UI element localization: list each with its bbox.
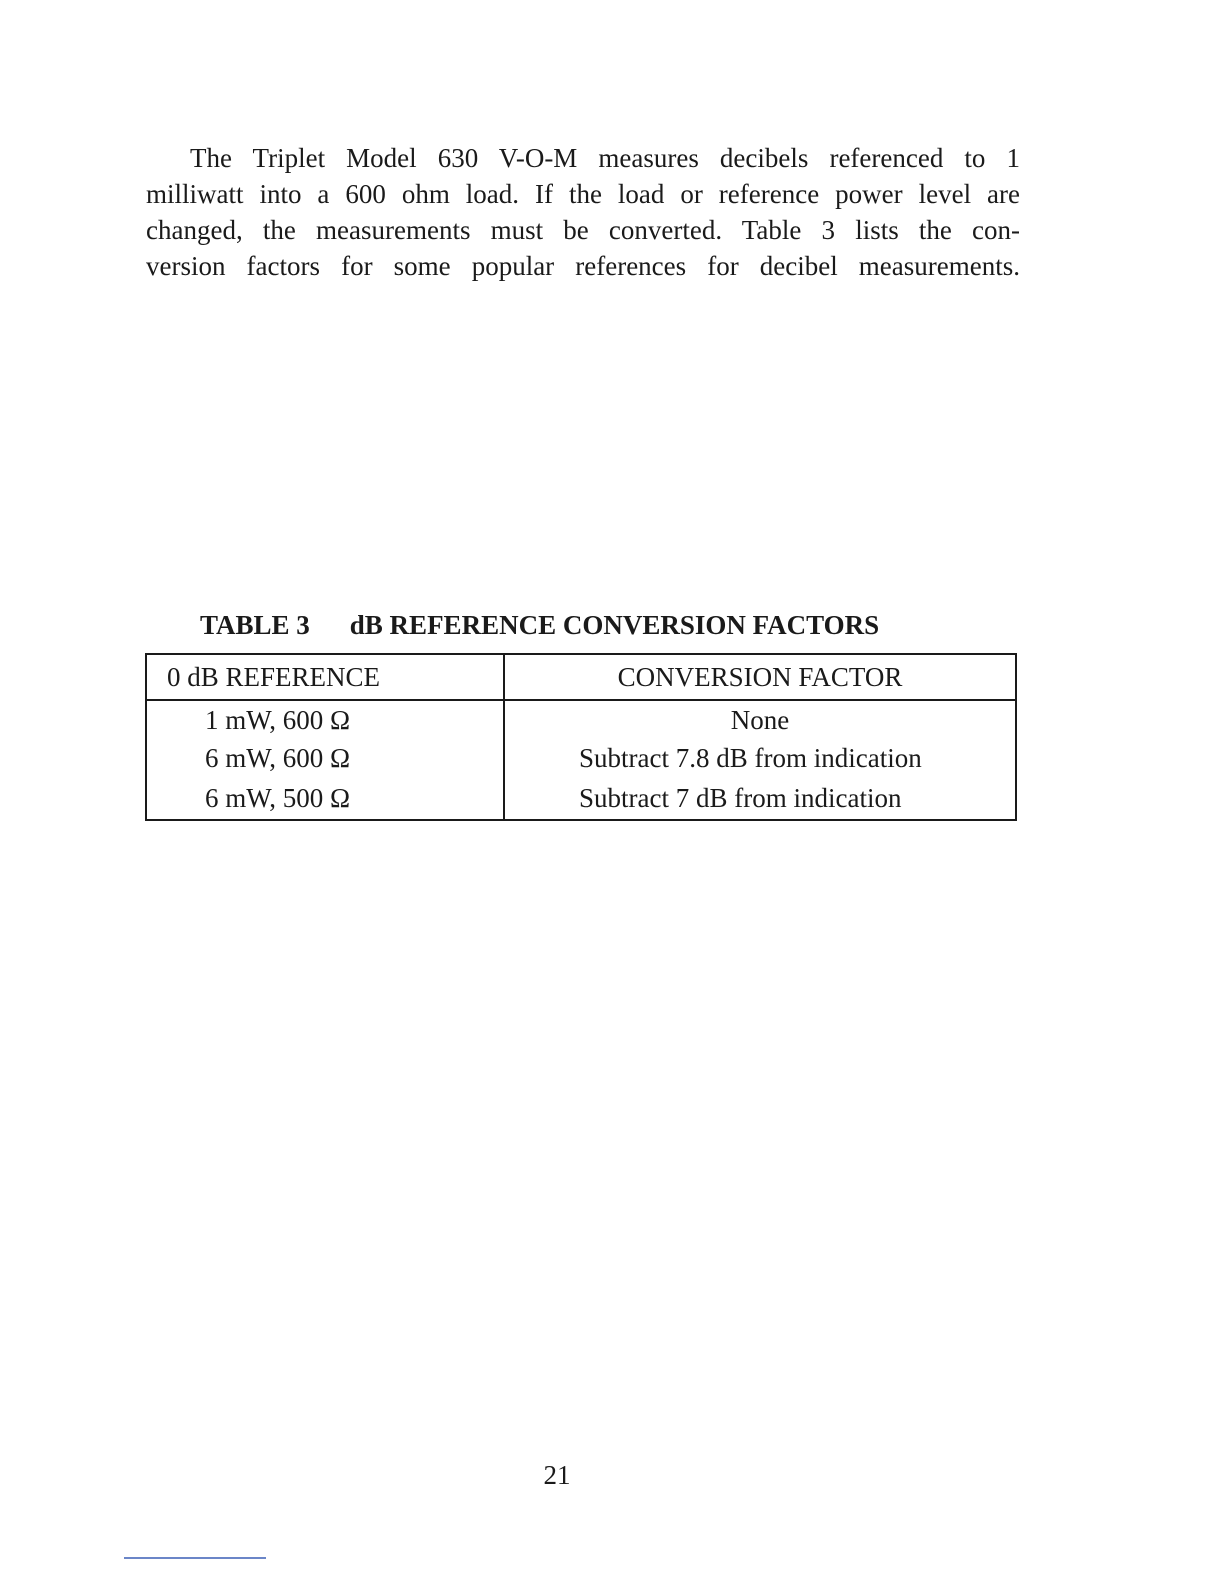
table-row xyxy=(146,739,1016,777)
page-number: 21 xyxy=(543,1460,571,1490)
paragraph-line: changed, the measurements must be converted. Table 3 lists the con- xyxy=(146,215,1020,245)
column-header-reference: 0 dB REFERENCE xyxy=(146,654,504,700)
table-row xyxy=(146,700,1016,739)
conversion-cell: Subtract 7.8 dB from indication xyxy=(504,739,1016,777)
intro-paragraph xyxy=(146,140,1020,284)
conversion-cell: None xyxy=(504,700,1016,739)
reference-cell: 1 mW, 600 Ω xyxy=(146,700,504,739)
paragraph-line: version factors for some popular references for decibel measurements. xyxy=(146,251,1020,281)
table-row xyxy=(146,777,1016,820)
table-caption xyxy=(200,610,879,641)
column-header-conversion: CONVERSION FACTOR xyxy=(504,654,1016,700)
reference-cell: 6 mW, 600 Ω xyxy=(146,739,504,777)
paragraph-line: milliwatt into a 600 ohm load. If the load or reference power level are xyxy=(146,179,1020,209)
table-header-row xyxy=(146,654,1016,700)
footer-rule xyxy=(124,1557,266,1559)
paragraph-line: The Triplet Model 630 V-O-M measures decibels referenced to 1 xyxy=(190,143,1020,173)
reference-cell: 6 mW, 500 Ω xyxy=(146,777,504,820)
conversion-table xyxy=(145,653,1017,821)
table-title: dB REFERENCE CONVERSION FACTORS xyxy=(349,610,880,640)
table-number: TABLE 3 xyxy=(200,610,310,640)
conversion-cell: Subtract 7 dB from indication xyxy=(504,777,1016,820)
